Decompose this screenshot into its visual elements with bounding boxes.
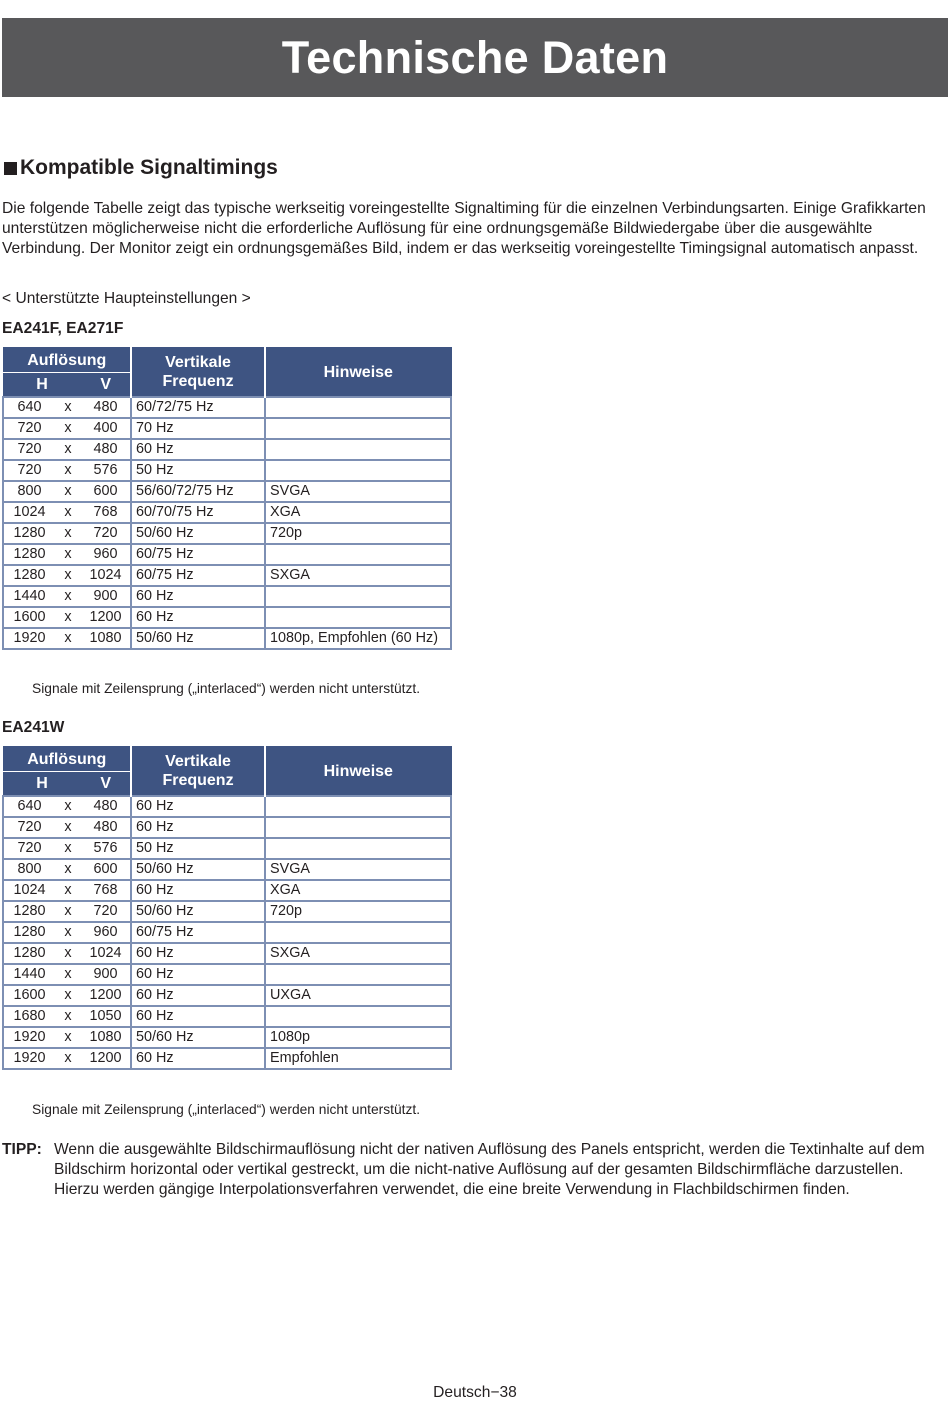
resolution-h-cell: 1280 bbox=[3, 943, 55, 964]
notes-cell: SXGA bbox=[265, 565, 451, 586]
frequency-cell: 56/60/72/75 Hz bbox=[131, 481, 265, 502]
table-row bbox=[3, 901, 451, 922]
tip-text: Wenn die ausgewählte Bildschirmauflösung nicht der nativen Auflösung des Panels entspricht, werden die Textinhalte auf dem Bildschirm horizontal oder vertikal gestreckt, um die nicht-native Auflösung auf der gesamten Bildschirmfläche darzustellen. Hierzu werden gängige Interpolationsverfahren verwendet, die eine breite Verwendung in Flachbildschirmen finden. bbox=[54, 1141, 925, 1198]
table-row bbox=[3, 523, 451, 544]
page-title-banner bbox=[2, 18, 948, 97]
notes-cell bbox=[265, 439, 451, 460]
resolution-h-cell: 1920 bbox=[3, 1048, 55, 1069]
section-heading bbox=[4, 156, 278, 180]
resolution-h-cell: 1280 bbox=[3, 922, 55, 943]
frequency-cell: 60/75 Hz bbox=[131, 565, 265, 586]
resolution-x-cell: x bbox=[55, 964, 81, 985]
resolution-x-cell: x bbox=[55, 859, 81, 880]
intro-paragraph: Die folgende Tabelle zeigt das typische werkseitig voreingestellte Signaltiming für die einzelnen Verbindungsarten. Einige Grafikkarten unterstützen möglicherweise nicht die erforderliche Auflösung für eine ordnungsgemäße Bildwiedergabe über die ausgewählte Verbindung. Der Monitor zeigt ein ordnungsgemäßes Bild, indem er das werkseitig voreingestellte Timingsignal automatisch anpasst. bbox=[2, 200, 926, 257]
footnote-1: Signale mit Zeilensprung („interlaced“) werden nicht unterstützt. bbox=[32, 681, 421, 696]
resolution-h-cell: 1920 bbox=[3, 628, 55, 649]
resolution-x-cell: x bbox=[55, 796, 81, 817]
notes-cell: SXGA bbox=[265, 943, 451, 964]
resolution-h-cell: 720 bbox=[3, 418, 55, 439]
section-heading-text: Kompatible Signaltimings bbox=[20, 156, 278, 179]
resolution-x-cell: x bbox=[55, 523, 81, 544]
notes-cell bbox=[265, 397, 451, 418]
frequency-cell: 50/60 Hz bbox=[131, 628, 265, 649]
table-row bbox=[3, 418, 451, 439]
resolution-h-cell: 720 bbox=[3, 439, 55, 460]
notes-cell bbox=[265, 817, 451, 838]
frequency-cell: 60 Hz bbox=[131, 586, 265, 607]
square-bullet-icon bbox=[4, 162, 17, 175]
resolution-h-cell: 1280 bbox=[3, 901, 55, 922]
resolution-h-cell: 1920 bbox=[3, 1027, 55, 1048]
resolution-x-cell: x bbox=[55, 1027, 81, 1048]
notes-cell bbox=[265, 796, 451, 817]
notes-cell bbox=[265, 586, 451, 607]
resolution-h-cell: 640 bbox=[3, 796, 55, 817]
notes-cell bbox=[265, 544, 451, 565]
resolution-h-cell: 720 bbox=[3, 817, 55, 838]
notes-cell bbox=[265, 418, 451, 439]
table-row bbox=[3, 943, 451, 964]
table-row bbox=[3, 796, 451, 817]
resolution-v-cell: 480 bbox=[81, 817, 131, 838]
model-label-1: EA241F, EA271F bbox=[2, 320, 124, 337]
frequency-cell: 60/75 Hz bbox=[131, 544, 265, 565]
table-row bbox=[3, 880, 451, 901]
header-v: V bbox=[81, 373, 131, 398]
resolution-v-cell: 576 bbox=[81, 460, 131, 481]
frequency-cell: 60 Hz bbox=[131, 964, 265, 985]
resolution-x-cell: x bbox=[55, 502, 81, 523]
resolution-v-cell: 480 bbox=[81, 397, 131, 418]
notes-cell: 720p bbox=[265, 523, 451, 544]
header-resolution: Auflösung bbox=[3, 348, 131, 373]
notes-cell: 1080p bbox=[265, 1027, 451, 1048]
table-row bbox=[3, 859, 451, 880]
resolution-v-cell: 1080 bbox=[81, 628, 131, 649]
header-vertical-frequency: Vertikale Frequenz bbox=[131, 348, 265, 398]
notes-cell: UXGA bbox=[265, 985, 451, 1006]
resolution-h-cell: 640 bbox=[3, 397, 55, 418]
tip-box bbox=[2, 1140, 942, 1200]
frequency-cell: 50 Hz bbox=[131, 460, 265, 481]
table-row bbox=[3, 439, 451, 460]
resolution-v-cell: 480 bbox=[81, 439, 131, 460]
resolution-h-cell: 1680 bbox=[3, 1006, 55, 1027]
notes-cell: SVGA bbox=[265, 859, 451, 880]
resolution-x-cell: x bbox=[55, 901, 81, 922]
resolution-x-cell: x bbox=[55, 481, 81, 502]
footnote-2: Signale mit Zeilensprung („interlaced“) werden nicht unterstützt. bbox=[32, 1102, 421, 1117]
resolution-v-cell: 1080 bbox=[81, 1027, 131, 1048]
frequency-cell: 60/75 Hz bbox=[131, 922, 265, 943]
header-h: H bbox=[3, 373, 81, 398]
resolution-x-cell: x bbox=[55, 817, 81, 838]
resolution-h-cell: 800 bbox=[3, 859, 55, 880]
notes-cell bbox=[265, 1006, 451, 1027]
frequency-cell: 60 Hz bbox=[131, 607, 265, 628]
resolution-v-cell: 960 bbox=[81, 544, 131, 565]
frequency-cell: 50/60 Hz bbox=[131, 901, 265, 922]
header-vertical-frequency: Vertikale Frequenz bbox=[131, 747, 265, 797]
resolution-v-cell: 600 bbox=[81, 481, 131, 502]
frequency-cell: 60 Hz bbox=[131, 1006, 265, 1027]
table-row bbox=[3, 838, 451, 859]
table-row bbox=[3, 544, 451, 565]
frequency-cell: 70 Hz bbox=[131, 418, 265, 439]
frequency-cell: 50/60 Hz bbox=[131, 1027, 265, 1048]
frequency-cell: 50 Hz bbox=[131, 838, 265, 859]
resolution-x-cell: x bbox=[55, 985, 81, 1006]
table-row bbox=[3, 817, 451, 838]
timing-table-1 bbox=[2, 347, 452, 650]
resolution-v-cell: 768 bbox=[81, 880, 131, 901]
table-row bbox=[3, 607, 451, 628]
frequency-cell: 60 Hz bbox=[131, 817, 265, 838]
resolution-x-cell: x bbox=[55, 439, 81, 460]
frequency-cell: 60 Hz bbox=[131, 880, 265, 901]
resolution-v-cell: 1024 bbox=[81, 943, 131, 964]
notes-cell bbox=[265, 607, 451, 628]
table-row bbox=[3, 964, 451, 985]
resolution-v-cell: 1050 bbox=[81, 1006, 131, 1027]
resolution-h-cell: 1440 bbox=[3, 964, 55, 985]
timing-table-2-body bbox=[3, 796, 451, 1069]
notes-cell: XGA bbox=[265, 880, 451, 901]
notes-cell bbox=[265, 964, 451, 985]
resolution-h-cell: 1600 bbox=[3, 607, 55, 628]
resolution-x-cell: x bbox=[55, 922, 81, 943]
frequency-cell: 60 Hz bbox=[131, 439, 265, 460]
resolution-x-cell: x bbox=[55, 1006, 81, 1027]
resolution-h-cell: 720 bbox=[3, 838, 55, 859]
resolution-v-cell: 600 bbox=[81, 859, 131, 880]
resolution-v-cell: 960 bbox=[81, 922, 131, 943]
resolution-v-cell: 1200 bbox=[81, 985, 131, 1006]
frequency-cell: 60 Hz bbox=[131, 1048, 265, 1069]
notes-cell bbox=[265, 838, 451, 859]
resolution-v-cell: 1200 bbox=[81, 1048, 131, 1069]
table-row bbox=[3, 628, 451, 649]
notes-cell bbox=[265, 460, 451, 481]
table-row bbox=[3, 1048, 451, 1069]
resolution-x-cell: x bbox=[55, 1048, 81, 1069]
frequency-cell: 50/60 Hz bbox=[131, 523, 265, 544]
table-row bbox=[3, 565, 451, 586]
resolution-x-cell: x bbox=[55, 880, 81, 901]
resolution-v-cell: 480 bbox=[81, 796, 131, 817]
resolution-x-cell: x bbox=[55, 544, 81, 565]
header-resolution: Auflösung bbox=[3, 747, 131, 772]
frequency-cell: 60/70/75 Hz bbox=[131, 502, 265, 523]
table-row bbox=[3, 586, 451, 607]
header-notes: Hinweise bbox=[265, 348, 451, 398]
resolution-x-cell: x bbox=[55, 586, 81, 607]
resolution-x-cell: x bbox=[55, 460, 81, 481]
resolution-h-cell: 800 bbox=[3, 481, 55, 502]
supported-settings-subheading: < Unterstützte Haupteinstellungen > bbox=[2, 290, 251, 307]
resolution-x-cell: x bbox=[55, 418, 81, 439]
model-label-2: EA241W bbox=[2, 719, 65, 736]
notes-cell: XGA bbox=[265, 502, 451, 523]
resolution-v-cell: 720 bbox=[81, 523, 131, 544]
resolution-h-cell: 1280 bbox=[3, 523, 55, 544]
resolution-x-cell: x bbox=[55, 607, 81, 628]
resolution-h-cell: 1440 bbox=[3, 586, 55, 607]
notes-cell: Empfohlen bbox=[265, 1048, 451, 1069]
resolution-x-cell: x bbox=[55, 838, 81, 859]
resolution-h-cell: 1280 bbox=[3, 544, 55, 565]
resolution-v-cell: 900 bbox=[81, 586, 131, 607]
table-row bbox=[3, 1027, 451, 1048]
resolution-v-cell: 576 bbox=[81, 838, 131, 859]
page-number: Deutsch−38 bbox=[433, 1384, 517, 1401]
resolution-h-cell: 720 bbox=[3, 460, 55, 481]
resolution-h-cell: 1280 bbox=[3, 565, 55, 586]
page-title: Technische Daten bbox=[281, 31, 669, 83]
header-notes: Hinweise bbox=[265, 747, 451, 797]
resolution-v-cell: 900 bbox=[81, 964, 131, 985]
table-row bbox=[3, 922, 451, 943]
tip-label: TIPP: bbox=[2, 1141, 42, 1158]
notes-cell: 1080p, Empfohlen (60 Hz) bbox=[265, 628, 451, 649]
notes-cell bbox=[265, 922, 451, 943]
resolution-v-cell: 768 bbox=[81, 502, 131, 523]
table-row bbox=[3, 397, 451, 418]
resolution-x-cell: x bbox=[55, 943, 81, 964]
frequency-cell: 60 Hz bbox=[131, 943, 265, 964]
table-row bbox=[3, 1006, 451, 1027]
resolution-v-cell: 720 bbox=[81, 901, 131, 922]
header-h: H bbox=[3, 772, 81, 797]
header-v: V bbox=[81, 772, 131, 797]
resolution-x-cell: x bbox=[55, 628, 81, 649]
table-row bbox=[3, 460, 451, 481]
table-row bbox=[3, 481, 451, 502]
resolution-h-cell: 1600 bbox=[3, 985, 55, 1006]
frequency-cell: 60 Hz bbox=[131, 985, 265, 1006]
resolution-x-cell: x bbox=[55, 565, 81, 586]
resolution-v-cell: 1200 bbox=[81, 607, 131, 628]
frequency-cell: 50/60 Hz bbox=[131, 859, 265, 880]
frequency-cell: 60/72/75 Hz bbox=[131, 397, 265, 418]
notes-cell: SVGA bbox=[265, 481, 451, 502]
timing-table-2 bbox=[2, 746, 452, 1070]
frequency-cell: 60 Hz bbox=[131, 796, 265, 817]
table-row bbox=[3, 502, 451, 523]
resolution-h-cell: 1024 bbox=[3, 880, 55, 901]
notes-cell: 720p bbox=[265, 901, 451, 922]
table-row bbox=[3, 985, 451, 1006]
resolution-v-cell: 400 bbox=[81, 418, 131, 439]
resolution-h-cell: 1024 bbox=[3, 502, 55, 523]
resolution-x-cell: x bbox=[55, 397, 81, 418]
resolution-v-cell: 1024 bbox=[81, 565, 131, 586]
timing-table-1-body bbox=[3, 397, 451, 649]
